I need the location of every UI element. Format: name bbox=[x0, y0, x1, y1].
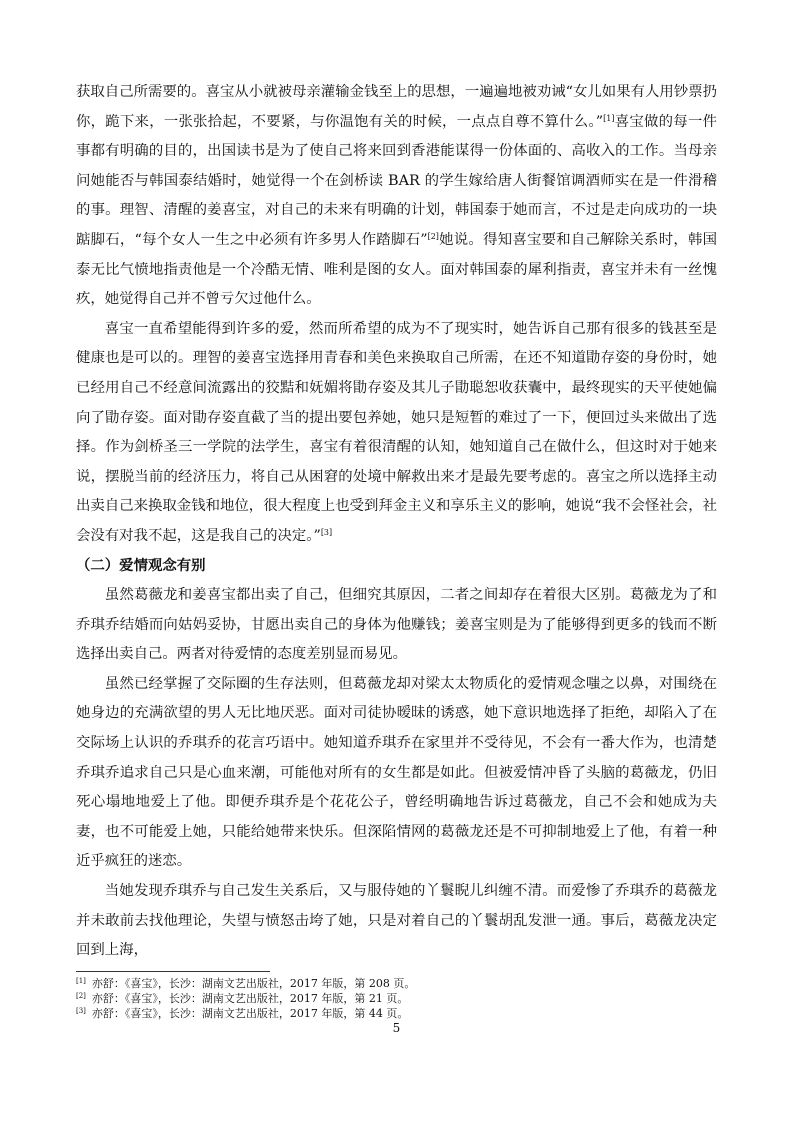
footnote-1 bbox=[76, 976, 717, 991]
paragraph-4 bbox=[76, 670, 717, 877]
footnotes bbox=[76, 976, 717, 1021]
footnote-reference: [1] bbox=[603, 113, 615, 123]
page-number: 5 bbox=[392, 1021, 401, 1035]
paragraph-3 bbox=[76, 581, 717, 670]
footnote-reference: [2] bbox=[427, 231, 439, 241]
footnote-text: 亦舒：《喜宝》，长沙：湖南文艺出版社，2017 年版，第 208 页。 bbox=[91, 977, 416, 990]
footnote-divider bbox=[76, 971, 270, 972]
paragraph-text: 喜宝做的每一件事都有明确的目的，出国读书是为了使自己将来回到香港能谋得一份体面的、高收入的工作。当母亲问她能否与韩国泰结婚时，她觉得一个在剑桥读 BAR 的学生嫁给唐人街餐馆调酒师实在是一件滑稽的事。理智、清醒的姜喜宝，对自己的未来有明确的计划，韩国泰于她而言，不过是走向成功的一块踮脚石，“每个女人一生之中必须有许多男人作踏脚石” bbox=[76, 113, 717, 248]
footnote-2 bbox=[76, 991, 717, 1006]
paragraph-text: 当她发现乔琪乔与自己发生关系后，又与服侍她的丫鬟睨儿纠缠不清。而爱惨了乔琪乔的葛薇龙并未敢前去找他理论，失望与愤怒击垮了她，只是对着自己的丫鬟胡乱发泄一通。事后，葛薇龙决定回到上海， bbox=[76, 883, 717, 959]
footnote-mark: [2] bbox=[76, 992, 86, 1000]
paragraph-text: 喜宝一直希望能得到许多的爱，然而所希望的成为不了现实时，她告诉自己那有很多的钱甚至是健康也是可以的。理智的姜喜宝选择用青春和美色来换取自己所需，在还不知道勖存姿的身份时，她已经用自己不经意间流露出的狡黠和妩媚将勖存姿及其儿子勖聪恕收获囊中，最终现实的天平使她偏向了勖存姿。面对勖存姿直截了当的提出要包养她，她只是短暂的难过了一下，便回过头来做出了选择。作为剑桥圣三一学院的法学生，喜宝有着很清醒的认知，她知道自己在做什么，但这时对于她来说，摆脱当前的经济压力，将自己从困窘的处境中解救出来才是最先要考虑的。喜宝之所以选择主动出卖自己来换取金钱和地位，很大程度上也受到拜金主义和享乐主义的影响，她说“我不会怪社会，社会没有对我不起，这是我自己的决定。” bbox=[76, 320, 717, 544]
paragraph-text: 获取自己所需要的。喜宝从小就被母亲灌输金钱至上的思想，一遍遍地被劝诫“女儿如果有人用钞票扔你，跪下来，一张张拾起，不要紧，与你温饱有关的时候，一点点自尊不算什么。” bbox=[76, 84, 717, 130]
paragraph-text: 虽然葛薇龙和姜喜宝都出卖了自己，但细究其原因，二者之间却存在着很大区别。葛薇龙为了和乔琪乔结婚而向姑妈妥协，甘愿出卖自己的身体为他赚钱；姜喜宝则是为了能够得到更多的钱而不断选择出卖自己。两者对待爱情的态度差别显而易见。 bbox=[76, 587, 717, 663]
footnote-reference: [3] bbox=[320, 527, 333, 537]
paragraph-2 bbox=[76, 315, 717, 552]
footnote-mark: [3] bbox=[76, 1007, 86, 1015]
paragraph-text: 她说。得知喜宝要和自己解除关系时，韩国泰无比气愤地指责他是一个冷酷无情、唯利是图的女人。面对韩国泰的犀利指责，喜宝并未有一丝愧疚，她觉得自己并不曾亏欠过他什么。 bbox=[76, 231, 717, 308]
body-text bbox=[76, 78, 717, 966]
footnote-text: 亦舒：《喜宝》，长沙：湖南文艺出版社，2017 年版，第 21 页。 bbox=[91, 992, 409, 1005]
paragraph-5 bbox=[76, 877, 717, 966]
footnote-mark: [1] bbox=[76, 977, 86, 985]
paragraph-text: 虽然已经掌握了交际圈的生存法则，但葛薇龙却对梁太太物质化的爱情观念嗤之以鼻，对围绕在她身边的充满欲望的男人无比地厌恶。面对司徒协暧昧的诱惑，她下意识地选择了拒绝，却陷入了在交际场上认识的乔琪乔的花言巧语中。她知道乔琪乔在家里并不受待见，不会有一番大作为，也清楚乔琪乔追求自己只是心血来潮，可能他对所有的女生都是如此。但被爱情冲昏了头脑的葛薇龙，仍旧死心塌地地爱上了他。即便乔琪乔是个花花公子，曾经明确地告诉过葛薇龙，自己不会和她成为夫妻，也不可能爱上她，只能给她带来快乐。但深陷情网的葛薇龙还是不可抑制地爱上了他，有着一种近乎疯狂的迷恋。 bbox=[76, 675, 717, 870]
section-heading: （二）爱情观念有别 bbox=[76, 557, 206, 574]
footnote-3 bbox=[76, 1006, 717, 1021]
paragraph-1 bbox=[76, 78, 717, 315]
footnote-text: 亦舒：《喜宝》，长沙：湖南文艺出版社，2017 年版，第 44 页。 bbox=[91, 1007, 409, 1020]
